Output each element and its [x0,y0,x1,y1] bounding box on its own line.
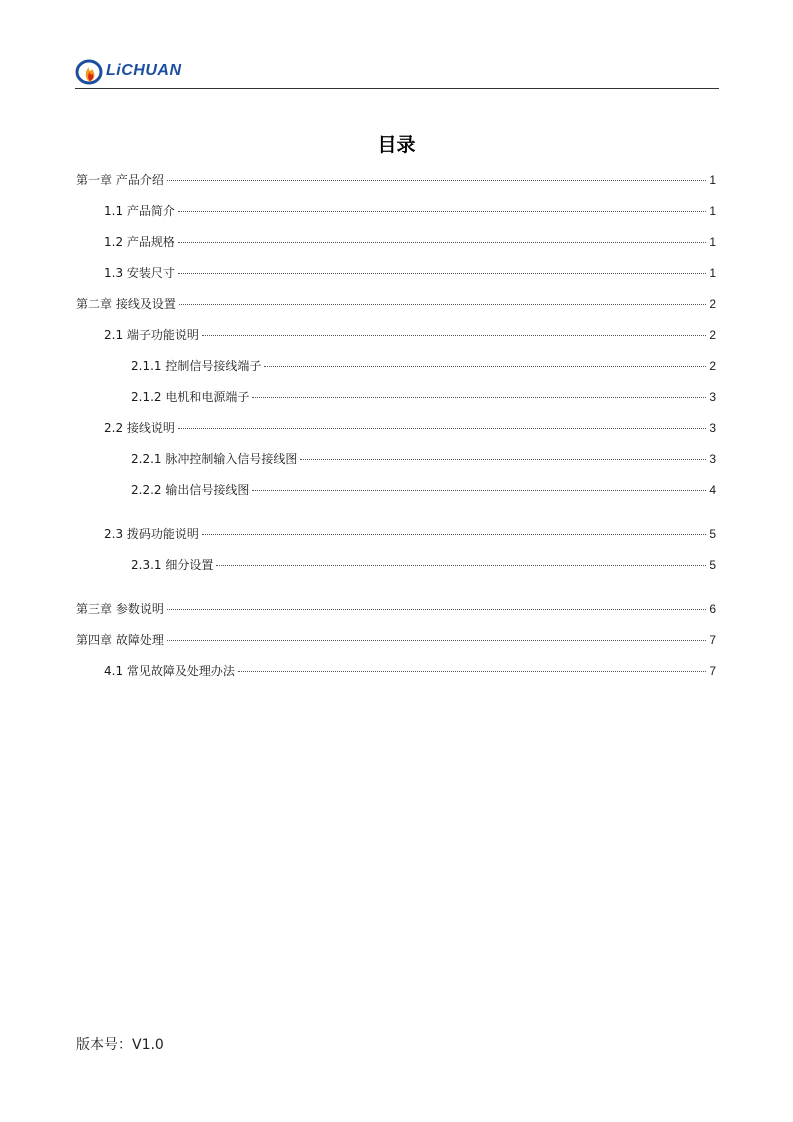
toc-entry-page: 2 [709,297,716,311]
toc-entry[interactable] [104,420,716,436]
dot-leader [167,609,706,610]
dot-leader [238,671,706,672]
toc-entry[interactable] [131,358,716,374]
toc-entry-page: 5 [709,558,716,572]
toc-entry-page: 7 [709,664,716,678]
dot-leader [202,534,706,535]
toc-entry[interactable] [104,234,716,250]
toc-entry-label: 2.2.1 脉冲控制输入信号接线图 [131,452,298,466]
dot-leader [300,459,706,460]
toc-entry[interactable] [131,451,716,467]
toc-entry[interactable] [104,203,716,219]
toc-entry[interactable] [131,482,716,498]
dot-leader [179,304,706,305]
toc-entry-label: 2.2.2 输出信号接线图 [131,483,250,497]
toc-entry-label: 2.1.1 控制信号接线端子 [131,359,262,373]
toc-entry-page: 1 [709,266,716,280]
toc-entry-label: 1.3 安装尺寸 [104,266,175,280]
dot-leader [252,397,706,398]
toc-entry-label: 2.1 端子功能说明 [104,328,199,342]
page-header [75,52,719,89]
dot-leader [178,273,706,274]
toc-entry-page: 2 [709,328,716,342]
toc-entry[interactable] [76,296,716,312]
toc-entry-label: 2.3.1 细分设置 [131,558,214,572]
toc-title: 目录 [377,134,416,156]
toc-entry-page: 1 [709,235,716,249]
toc-entry-page: 3 [709,452,716,466]
toc-entry-label: 2.2 接线说明 [104,421,175,435]
toc-entry[interactable] [131,557,716,573]
toc-entry-label: 第一章 产品介绍 [76,173,164,187]
dot-leader [178,211,706,212]
toc-entry[interactable] [76,601,716,617]
toc-entry-page: 7 [709,633,716,647]
toc-entry[interactable] [131,389,716,405]
toc-entry[interactable] [104,663,716,679]
dot-leader [167,180,706,181]
dot-leader [202,335,706,336]
toc-entry-label: 4.1 常见故障及处理办法 [104,664,235,678]
toc-entry-label: 第二章 接线及设置 [76,297,176,311]
dot-leader [178,428,706,429]
toc-entry[interactable] [76,172,716,188]
toc-entry-page: 1 [709,204,716,218]
dot-leader [178,242,706,243]
toc-entry-page: 3 [709,421,716,435]
toc-entry-label: 1.2 产品规格 [104,235,175,249]
toc-entry[interactable] [104,327,716,343]
toc-entry-label: 1.1 产品简介 [104,204,175,218]
toc-entry-page: 6 [709,602,716,616]
toc-entry-page: 4 [709,483,716,497]
toc-entry-page: 2 [709,359,716,373]
dot-leader [167,640,706,641]
brand-name: LiCHUAN [106,62,182,79]
toc-entry-page: 1 [709,173,716,187]
lichuan-logo [75,56,182,86]
toc-entry[interactable] [104,265,716,281]
toc-entry-label: 2.3 拨码功能说明 [104,527,199,541]
dot-leader [264,366,706,367]
toc-entry-label: 2.1.2 电机和电源端子 [131,390,250,404]
dot-leader [252,490,706,491]
version-label: 版本号：V1.0 [76,1037,164,1053]
toc-entry-label: 第三章 参数说明 [76,602,164,616]
flame-logo-icon [75,56,105,86]
toc-entry[interactable] [76,632,716,648]
dot-leader [216,565,706,566]
toc-entry-page: 3 [709,390,716,404]
toc-entry[interactable] [104,526,716,542]
toc-entry-page: 5 [709,527,716,541]
toc-entry-label: 第四章 故障处理 [76,633,164,647]
